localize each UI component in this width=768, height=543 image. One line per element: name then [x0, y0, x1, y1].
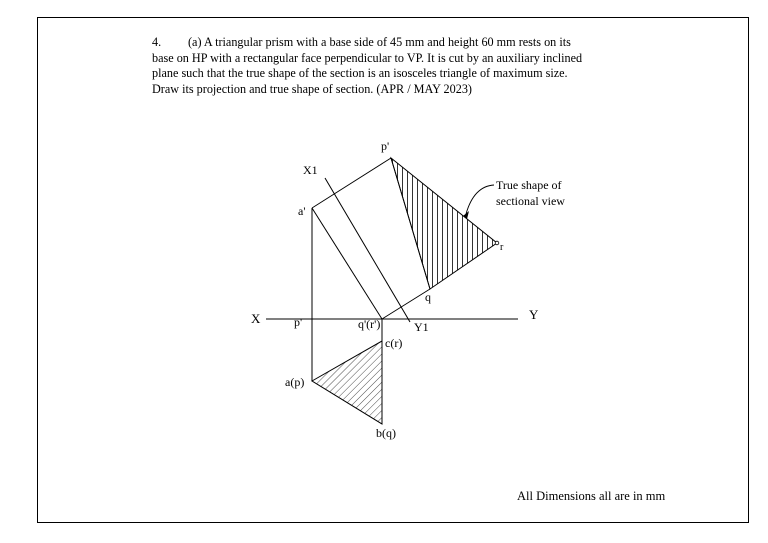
projector-a-line: [312, 158, 391, 208]
label-x: X: [251, 311, 261, 326]
label-y1: Y1: [414, 320, 429, 334]
label-x1: X1: [303, 163, 318, 177]
question-line-1: 4. (a) A triangular prism with a base side of 45 mm and height 60 mm rests on its: [152, 35, 571, 49]
question-number: 4.: [152, 35, 162, 49]
label-a-p: a(p): [285, 375, 305, 389]
label-b-q: b(q): [376, 426, 396, 440]
label-p-prime-top: p': [381, 139, 390, 153]
label-a-prime: a': [298, 204, 306, 218]
question-line-2: base on HP with a rectangular face perpendicular to VP. It is cut by an auxiliary inclined: [152, 50, 583, 65]
point-r-marker: [495, 241, 499, 245]
label-q-r-prime: q'(r'): [358, 317, 381, 331]
label-p-prime: p': [294, 315, 303, 329]
label-y: Y: [529, 307, 539, 322]
question-line-4: Draw its projection and true shape of section. (APR / MAY 2023): [152, 81, 472, 96]
callout-leader: [466, 185, 494, 214]
callout-text-line-2: sectional view: [496, 194, 565, 208]
dimensions-note: All Dimensions all are in mm: [517, 489, 666, 503]
front-view-inclined-edge: [312, 208, 382, 319]
cutting-plane-x1y1: [325, 178, 410, 322]
callout-text-line-1: True shape of: [496, 178, 562, 192]
label-c-r: c(r): [385, 336, 403, 350]
question-line-3: plane such that the true shape of the section is an isosceles triangle of maximum size.: [152, 66, 568, 80]
label-q: q: [425, 290, 431, 304]
true-shape-section: [391, 158, 497, 289]
label-r: r: [500, 242, 504, 253]
top-view-triangle: [312, 341, 382, 424]
